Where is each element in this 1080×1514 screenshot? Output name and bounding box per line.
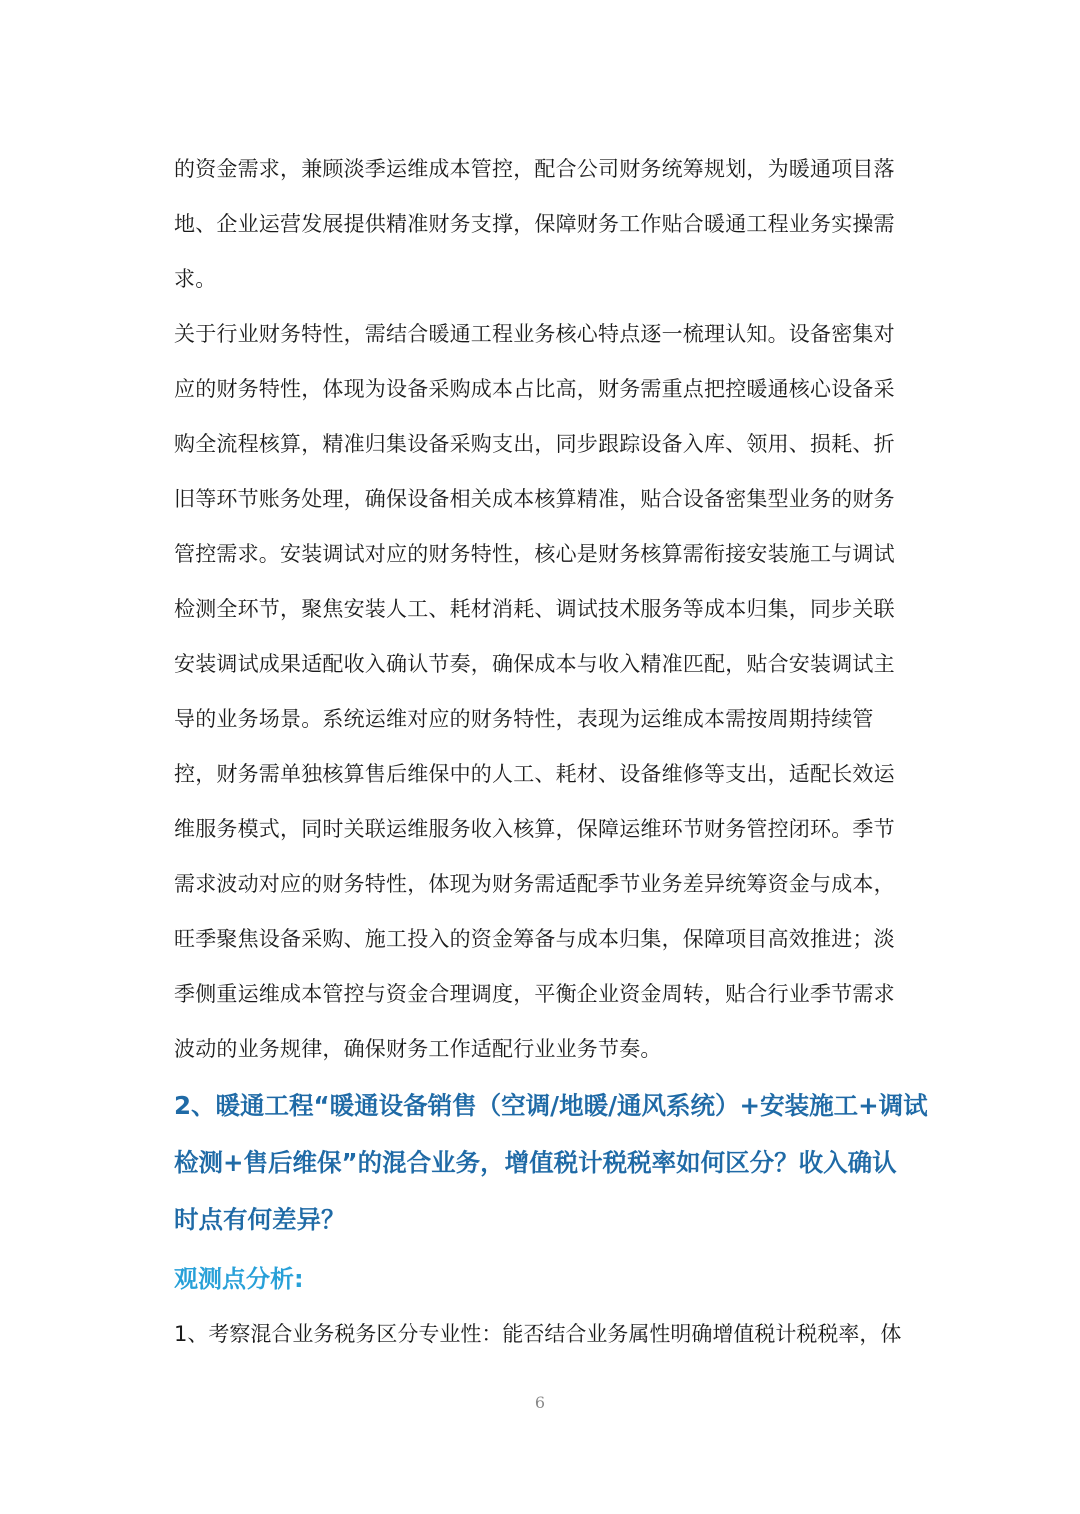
body-line: 旧等环节账务处理，确保设备相关成本核算精准，贴合设备密集型业务的财务	[174, 487, 895, 511]
question-heading-line: 检测+售后维保”的混合业务，增值税计税税率如何区分？收入确认	[174, 1148, 897, 1177]
body-line: 地、企业运营发展提供精准财务支撑，保障财务工作贴合暖通工程业务实操需	[174, 212, 895, 236]
body-line: 旺季聚焦设备采购、施工投入的资金筹备与成本归集，保障项目高效推进；淡	[174, 927, 895, 951]
page-number: 6	[534, 1393, 546, 1412]
body-line: 需求波动对应的财务特性，体现为财务需适配季节业务差异统筹资金与成本，	[174, 872, 895, 896]
body-line: 应的财务特性，体现为设备采购成本占比高，财务需重点把控暖通核心设备采	[174, 377, 895, 401]
body-paragraphs	[174, 142, 904, 1077]
question-heading-line: 2、暖通工程“暖通设备销售（空调/地暖/通风系统）+安装施工+调试	[174, 1091, 928, 1120]
body-line: 控，财务需单独核算售后维保中的人工、耗材、设备维修等支出，适配长效运	[174, 762, 895, 786]
body-line: 维服务模式，同时关联运维服务收入核算，保障运维环节财务管控闭环。季节	[174, 817, 895, 841]
body-line: 购全流程核算，精准归集设备采购支出，同步跟踪设备入库、领用、损耗、折	[174, 432, 895, 456]
body-line: 管控需求。安装调试对应的财务特性，核心是财务核算需衔接安装施工与调试	[174, 542, 895, 566]
body-line: 季侧重运维成本管控与资金合理调度，平衡企业资金周转，贴合行业季节需求	[174, 982, 895, 1006]
body-line: 检测全环节，聚焦安装人工、耗材消耗、调试技术服务等成本归集，同步关联	[174, 597, 895, 621]
observation-title: 观测点分析:	[174, 1265, 304, 1293]
body-line: 求。	[174, 267, 217, 291]
observation-item: 1、考察混合业务税务区分专业性：能否结合业务属性明确增值税计税税率，体	[174, 1322, 902, 1346]
body-line: 关于行业财务特性，需结合暖通工程业务核心特点逐一梳理认知。设备密集对	[174, 322, 895, 346]
question-heading-line: 时点有何差异？	[174, 1205, 346, 1234]
body-line: 导的业务场景。系统运维对应的财务特性，表现为运维成本需按周期持续管	[174, 707, 874, 731]
body-line: 安装调试成果适配收入确认节奏，确保成本与收入精准匹配，贴合安装调试主	[174, 652, 895, 676]
page-content	[174, 142, 928, 1362]
body-line: 波动的业务规律，确保财务工作适配行业业务节奏。	[174, 1037, 662, 1061]
question-heading	[174, 1077, 928, 1248]
body-line: 的资金需求，兼顾淡季运维成本管控，配合公司财务统筹规划，为暖通项目落	[174, 157, 895, 181]
